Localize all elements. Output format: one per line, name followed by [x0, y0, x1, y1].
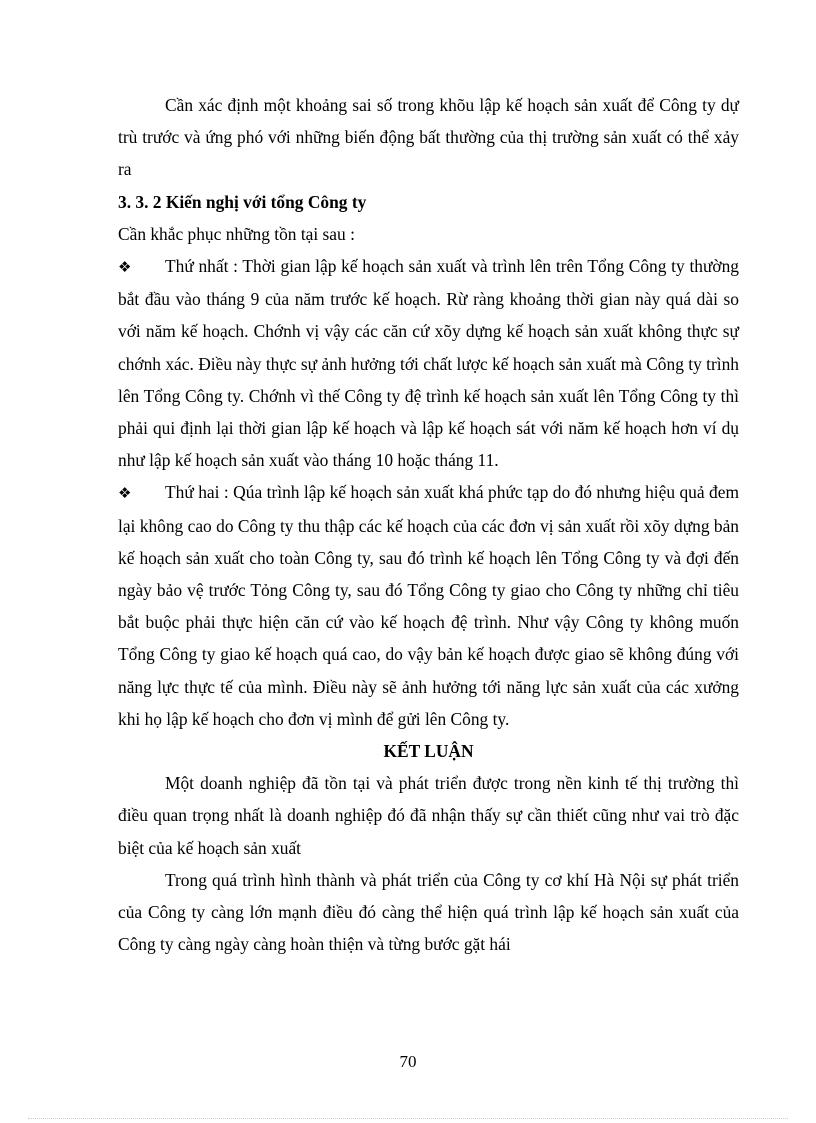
conclusion-paragraph-2: Trong quá trình hình thành và phát triển của Công ty cơ khí Hà Nội sự phát triển của Công ty càng lớn mạnh điều đó càng thể hiện quá trình lập kế hoạch sản xuất của Công ty càng ngày càng hoàn thiện và từng bước gặt hái	[118, 869, 739, 955]
bullet-text-first: Thứ nhất : Thời gian lập kế hoạch sản xuất và trình lên trên Tổng Công ty thường bắt đầu vào tháng 9 của năm trước kế hoạch. Rừ ràng khoảng thời gian này quá dài so với năm kế hoạch. Chớnh vị vậy các căn cứ xõy dựng kế hoạch sản xuất không thực sự chớnh xác. Điều này thực sự ảnh hưởng tới chất lược kế hoạch sản xuất mà Công ty trình lên Tổng Công ty. Chớnh vì thế Công ty đệ trình kế hoạch sản xuất lên Tổng Công ty thì phải qui định lại thời gian lập kế hoạch và lập kế hoạch sát với năm kế hoạch hơn ví dụ như lập kế hoạch sản xuất vào tháng 10 hoặc tháng 11.	[118, 256, 739, 471]
page-content	[118, 89, 739, 960]
paragraph-error-margin: Cần xác định một khoảng sai số trong khõu lập kế hoạch sản xuất để Công ty dự trù trước và ứng phó với những biến động bất thường của thị trường sản xuất có thể xảy ra	[118, 95, 739, 180]
bullet-item-second	[118, 476, 739, 735]
diamond-bullet-icon: ❖	[118, 258, 132, 277]
conclusion-title: KẾT LUẬN	[383, 741, 474, 762]
bullet-item-first	[118, 250, 739, 476]
diamond-bullet-icon: ❖	[118, 484, 132, 503]
page-number: 70	[399, 1052, 417, 1071]
intro-line: Cần khắc phục những tồn tại sau :	[118, 223, 355, 244]
conclusion-paragraph-1: Một doanh nghiệp đã tồn tại và phát triển được trong nền kinh tế thị trường thì điều quan trọng nhất là doanh nghiệp đó đã nhận thấy sự cần thiết cũng như vai trò đặc biệt của kế hoạch sản xuất	[118, 773, 739, 858]
section-heading-3-3-2: 3. 3. 2 Kiến nghị với tổng Công ty	[118, 191, 367, 212]
bullet-text-second: Thứ hai : Qúa trình lập kế hoạch sản xuất khá phức tạp do đó nhưng hiệu quả đem lại không cao do Công ty thu thập các kế hoạch của các đơn vị sản xuất rồi xõy dựng bản kế hoạch sản xuất cho toàn Công ty, sau đó trình kế hoạch lên Tổng Công ty và đợi đến ngày bảo vệ trước Tỏng Công ty, sau đó Tổng Công ty giao cho Công ty những chỉ tiêu bắt buộc phải thực hiện căn cứ vào kế hoạch đệ trình. Như vậy Công ty không muốn Tổng Công ty giao kế hoạch quá cao, do vậy bản kế hoạch được giao sẽ không đúng với năng lực thực tế của mình. Điều này sẽ ảnh hưởng tới năng lực sản xuất của các xưởng khi họ lập kế hoạch cho đơn vị mình để gửi lên Công ty.	[118, 482, 739, 729]
footer-divider	[28, 1118, 788, 1119]
